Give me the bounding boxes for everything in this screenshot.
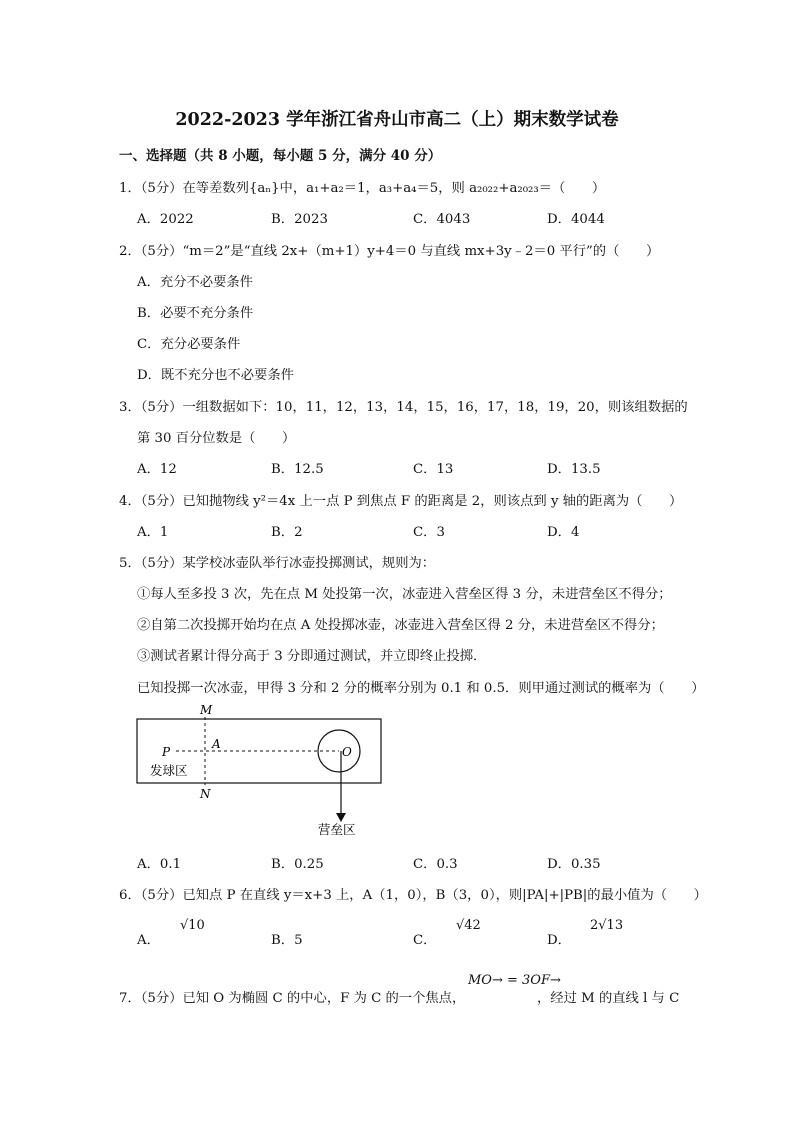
q5-option-a: A．0.1	[137, 857, 182, 872]
q4-option-b: B．2	[271, 525, 303, 540]
question-3: 3．（5分）一组数据如下：10，11，12，13，14，15，16，17，18，19，20，则该组数据的	[119, 400, 688, 415]
label-house: 营垒区	[318, 822, 356, 837]
q5-option-c: C．0.3	[413, 857, 458, 872]
question-3-line-2: 第 30 百分位数是（ ）	[137, 431, 296, 446]
page-title: 2022-2023 学年浙江省舟山市高二（上）期末数学试卷	[175, 110, 619, 130]
q6-option-b: B．5	[271, 933, 303, 948]
q3-option-c: C．13	[413, 462, 454, 477]
q2-option-d: D．既不充分也不必要条件	[137, 368, 294, 383]
q6-option-a: A．	[137, 933, 160, 948]
q6-option-c: C．	[413, 933, 437, 948]
q2-option-a: A．充分不必要条件	[137, 275, 253, 290]
q2-option-b: B．必要不充分条件	[137, 306, 254, 321]
q3-option-a: A．12	[137, 462, 177, 477]
label-o: O	[342, 745, 352, 759]
q3-option-d: D．13.5	[547, 462, 601, 477]
q4-option-d: D．4	[547, 525, 580, 540]
label-a: A	[212, 737, 221, 751]
q4-option-c: C．3	[413, 525, 445, 540]
question-5: 5．（5分）某学校冰壶队举行冰壶投掷测试，规则为：	[119, 556, 436, 571]
label-n: N	[200, 787, 211, 801]
q7-vector-equation: MO→ = 3OF→	[468, 973, 561, 988]
question-5-rule-3: ③测试者累计得分高于 3 分即通过测试，并立即终止投掷．	[137, 649, 487, 664]
q6-radical-c: √42	[456, 918, 481, 933]
label-m: M	[200, 703, 213, 717]
q6-radical-d: 2√13	[590, 918, 624, 933]
q1-option-c: C．4043	[413, 212, 471, 227]
q3-option-b: B．12.5	[271, 462, 324, 477]
q6-radical-a: √10	[180, 918, 205, 933]
q6-option-d: D．	[547, 933, 571, 948]
question-7: 7．（5分）已知 O 为椭圆 C 的中心，F 为 C 的一个焦点，	[119, 991, 466, 1006]
question-6: 6．（5分）已知点 P 在直线 y＝x+3 上，A（1，0），B（3，0），则|PA|+|PB|的最小值为（ ）	[119, 888, 707, 903]
q2-option-c: C．充分必要条件	[137, 337, 241, 352]
question-5-rule-2: ②自第二次投掷开始均在点 A 处投掷冰壶，冰壶进入营垒区得 2 分，未进营垒区不得分；	[137, 618, 664, 633]
label-p: P	[162, 745, 171, 759]
q5-option-d: D．0.35	[547, 857, 601, 872]
question-7-cont: ，经过 M 的直线 l 与 C	[537, 991, 680, 1006]
section-heading: 一、选择题（共 8 小题，每小题 5 分，满分 40 分）	[119, 148, 442, 164]
label-serve-zone: 发球区	[150, 763, 188, 778]
curling-diagram	[136, 703, 396, 842]
q1-option-d: D．4044	[547, 212, 605, 227]
question-2: 2．（5分）“m＝2”是“直线 2x+（m+1）y+4＝0 与直线 mx+3y﹣2＝0 平行”的（ ）	[119, 244, 660, 259]
question-4: 4．（5分）已知抛物线 y²＝4x 上一点 P 到焦点 F 的距离是 2，则该点到 y 轴的距离为（ ）	[119, 494, 683, 509]
q1-option-b: B．2023	[271, 212, 328, 227]
q5-option-b: B．0.25	[271, 857, 324, 872]
question-5-rule-1: ①每人至多投 3 次，先在点 M 处投第一次，冰壶进入营垒区得 3 分，未进营垒区不得分；	[137, 587, 672, 602]
question-1: 1．（5分）在等差数列{aₙ}中，a₁+a₂＝1，a₃+a₄＝5，则 a₂₀₂₂+a₂₀₂₃＝（ ）	[119, 181, 606, 196]
q1-option-a: A．2022	[137, 212, 194, 227]
question-5-stem: 已知投掷一次冰壶，甲得 3 分和 2 分的概率分别为 0.1 和 0.5．则甲通过测试的概率为（ ）	[137, 681, 705, 696]
q4-option-a: A．1	[137, 525, 169, 540]
